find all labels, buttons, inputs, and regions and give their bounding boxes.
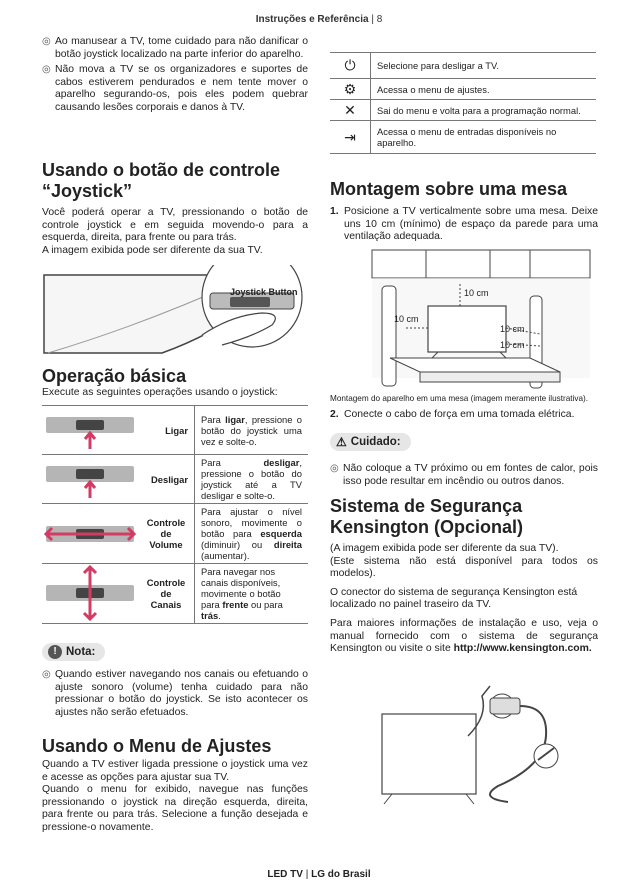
- op-name: Desligar: [138, 455, 195, 504]
- bullet-text: Não mova a TV se os organizadores e suportes de cabos estiverem pendurados e nem tente mover o aparelho segurando-os, pois eles podem quebrar causando lesões corporais e danos à TV.: [55, 64, 308, 113]
- table-row: [330, 100, 596, 121]
- kensington-paragraph: (Este sistema não está disponível para todos os modelos).: [330, 555, 598, 580]
- table-row: [42, 406, 308, 455]
- joystick-intro: [42, 207, 308, 257]
- header-title: Instruções e Referência: [255, 14, 369, 25]
- bullet-icon: ◎: [330, 463, 339, 474]
- table-row: [330, 53, 596, 79]
- option-desc: Selecione para desligar a TV.: [371, 53, 597, 79]
- note-text: Quando estiver navegando nos canais ou efetuando o ajuste sonoro (volume) tenha cuidado para não pressionar o botão do joystick. Se isto acontecer os ajustes não serão efetuados.: [55, 669, 308, 718]
- joystick-hold-image: [42, 455, 138, 504]
- menu-paragraph: Quando o menu for exibido, navegue nas funções pressionando o joystick na direção esquerda, direita, para frente ou para trás. Selecione a função desejada e pressione-o novamente.: [42, 784, 308, 833]
- joystick-press-image: [42, 406, 138, 455]
- note-badge: [42, 641, 105, 661]
- kensington-link[interactable]: http://www.kensington.com.: [453, 643, 592, 655]
- page-number: 8: [376, 14, 383, 25]
- op-desc-text: Para: [201, 457, 264, 468]
- joystick-button-label: Joystick Button: [230, 287, 298, 297]
- dimension-right: 10 cm: [500, 340, 525, 350]
- kensington-paragraph: (A imagem exibida pode ser diferente da sua TV).: [330, 543, 559, 554]
- op-desc-bold: frente: [222, 599, 249, 610]
- op-desc-text: .: [218, 610, 221, 621]
- step-number: 1.: [330, 206, 339, 217]
- op-desc-text: (aumentar).: [201, 550, 250, 561]
- operation-intro: Execute as seguintes operações usando o joystick:: [42, 387, 278, 398]
- operations-table: [42, 405, 308, 624]
- kensington-text: Para maiores informações de instalação e uso, veja o manual fornecido com o sistema de segurança Kensington ou visite o site: [330, 617, 598, 655]
- step-text: Posicione a TV verticalmente sobre uma mesa. Deixe uns 10 cm (mínimo) de espaço da parede para uma ventilação adequada.: [344, 206, 598, 243]
- bullet-item: [42, 36, 308, 61]
- mount-caption: Montagem do aparelho em uma mesa (imagem meramente ilustrativa).: [330, 394, 589, 403]
- footer-separator: |: [305, 869, 309, 880]
- op-desc: [195, 455, 309, 504]
- mount-heading: Montagem sobre uma mesa: [330, 179, 568, 199]
- kensington-body: [330, 543, 598, 656]
- option-desc: Acessa o menu de entradas disponíveis no aparelho.: [371, 121, 597, 154]
- kensington-illustration: [378, 676, 578, 808]
- op-desc: [195, 564, 309, 624]
- caution-text: Não coloque a TV próximo ou em fontes de calor, pois isso pode resultar em incêndio ou outros danos.: [343, 463, 598, 487]
- info-icon: !: [48, 645, 62, 659]
- left-column: [42, 36, 308, 118]
- op-desc-text: Para ajustar o nível sonoro, movimente o botão para: [201, 506, 302, 539]
- table-mount-illustration: [330, 248, 596, 390]
- operation-heading: Operação básica: [42, 366, 187, 386]
- menu-heading: Usando o Menu de Ajustes: [42, 736, 272, 756]
- gear-icon: ⚙: [330, 79, 371, 100]
- op-desc-bold: esquerda: [260, 528, 302, 539]
- op-desc-text: , pressione o botão do joystick até a TV desligar e solte-o.: [201, 457, 302, 501]
- dimension-right: 10 cm: [500, 324, 525, 334]
- joystick-heading: Usando o botão de controle “Joystick”: [42, 160, 281, 201]
- op-desc-text: Para navegar nos canais disponíveis, movimente o botão para: [201, 566, 281, 610]
- op-desc: [195, 504, 309, 564]
- option-desc: Sai do menu e volta para a programação normal.: [371, 100, 597, 121]
- op-desc-text: (diminuir) ou: [201, 539, 274, 550]
- op-desc-text: Para: [201, 413, 226, 425]
- input-icon: ⇥: [330, 121, 371, 154]
- dimension-top: 10 cm: [464, 288, 489, 298]
- bullet-item: [42, 64, 308, 114]
- warning-icon: ⚠: [336, 435, 347, 449]
- footer-brand: LG do Brasil: [311, 869, 371, 880]
- bullet-item: [330, 463, 598, 488]
- bullet-icon: ◎: [42, 36, 51, 47]
- option-desc: Acessa o menu de ajustes.: [371, 79, 597, 100]
- mount-step-2: [330, 409, 598, 422]
- menu-body: [42, 759, 308, 835]
- mount-step-1: [330, 206, 598, 244]
- caution-label: Cuidado:: [350, 436, 401, 448]
- step-text: Conecte o cabo de força em uma tomada elétrica.: [344, 409, 575, 420]
- op-name: Controle de Canais: [138, 564, 195, 624]
- joystick-channel-image: [42, 564, 138, 624]
- dimension-left: 10 cm: [394, 314, 419, 324]
- table-row: [42, 455, 308, 504]
- note-content: [42, 669, 308, 722]
- table-row: [330, 121, 596, 154]
- power-icon: ⏻: [330, 53, 371, 79]
- joystick-paragraph: Você poderá operar a TV, pressionando o botão de controle joystick e em seguida movendo-o para a esquerda, direita, para frente ou para trás.: [42, 207, 308, 244]
- bullet-item: [42, 669, 308, 719]
- table-row: [42, 564, 308, 624]
- op-name: Ligar: [138, 406, 195, 455]
- bullet-text: Ao manusear a TV, tome cuidado para não danificar o botão joystick localizado na parte inferior do aparelho.: [55, 36, 308, 60]
- table-row: [42, 504, 308, 564]
- joystick-illustration: [42, 265, 308, 360]
- joystick-volume-image: [42, 504, 138, 564]
- kensington-paragraph: [330, 618, 598, 656]
- op-desc-text: , pressione o botão do joystick uma vez e solte-o.: [201, 413, 302, 447]
- bullet-icon: ◎: [42, 64, 51, 76]
- menu-paragraph: Quando a TV estiver ligada pressione o joystick uma vez e acesse as opções para ajustar sua TV.: [42, 759, 308, 783]
- close-icon: ✕: [330, 100, 371, 121]
- kensington-heading: Sistema de Segurança Kensington (Opcional): [330, 496, 523, 537]
- op-desc-text: ou para: [248, 599, 283, 610]
- table-row: [330, 79, 596, 100]
- bullet-icon: ◎: [42, 669, 51, 680]
- menu-options-table: [330, 52, 596, 154]
- joystick-note: A imagem exibida pode ser diferente da sua TV.: [42, 244, 263, 256]
- op-desc-bold: desligar: [263, 457, 300, 468]
- note-label: Nota:: [66, 646, 96, 658]
- op-desc-bold: trás: [201, 610, 219, 621]
- page-header: [0, 14, 638, 25]
- op-desc-bold: ligar: [225, 413, 245, 425]
- op-desc: [195, 406, 309, 455]
- footer-product: LED TV: [267, 869, 303, 880]
- page-footer: [0, 869, 638, 880]
- header-separator: |: [371, 14, 374, 25]
- kensington-paragraph: O conector do sistema de segurança Kensington está localizado no painel traseiro da TV.: [330, 586, 578, 611]
- op-desc-bold: direita: [273, 539, 302, 550]
- caution-content: [330, 463, 598, 491]
- step-number: 2.: [330, 409, 339, 420]
- op-name: Controle de Volume: [138, 504, 195, 564]
- caution-badge: [330, 433, 411, 451]
